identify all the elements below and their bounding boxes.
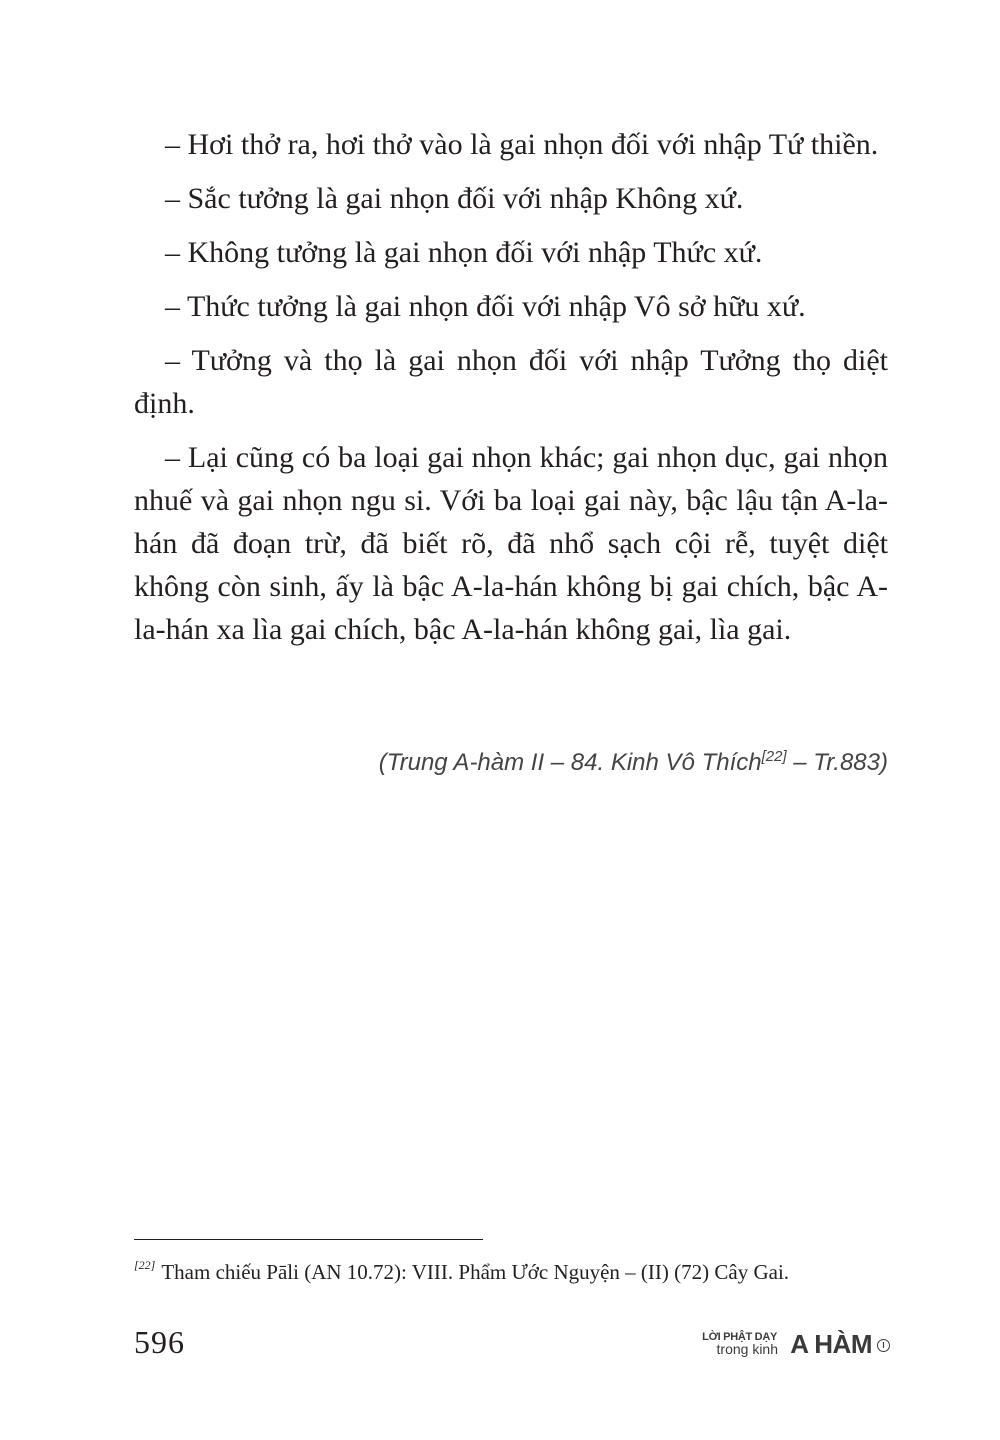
footnote-mark: [22] [134, 1258, 156, 1272]
citation-text: (Trung A-hàm II – 84. Kinh Vô Thích [378, 749, 762, 776]
volume-badge: I [877, 1339, 890, 1352]
brand-line-2: trong kinh [716, 1341, 778, 1357]
source-citation [379, 748, 888, 777]
paragraph: – Hơi thở ra, hơi thở vào là gai nhọn đối với nhập Tứ thiền. [165, 128, 879, 161]
paragraph: – Lại cũng có ba loại gai nhọn khác; gai nhọn dục, gai nhọn nhuế và gai nhọn ngu si. Với ba loại gai này, bậc lậu tận A-la-hán đã đoạn trừ, đã biết rõ, đã nhổ sạch cội rễ, tuyệt diệt không còn sinh, ấy là bậc A-la-hán không bị gai chích, bậc A-la-hán xa lìa gai chích, bậc A-la-hán không gai, lìa gai. [134, 441, 888, 646]
footnote-divider [134, 1239, 483, 1240]
brand-line-1: LỜI PHẬT DẠY [702, 1331, 777, 1343]
paragraph: – Tưởng và thọ là gai nhọn đối với nhập Tưởng thọ diệt định. [134, 344, 888, 420]
footnote-text: Tham chiếu Pāli (AN 10.72): VIII. Phẩm Ước Nguyện – (II) (72) Cây Gai. [161, 1260, 790, 1284]
paragraph: – Sắc tưởng là gai nhọn đối với nhập Không xứ. [165, 182, 744, 215]
body-text [134, 123, 888, 662]
citation-page: – Tr.883) [786, 749, 888, 776]
paragraph: – Không tưởng là gai nhọn đối với nhập Thức xứ. [165, 236, 763, 269]
footnote-reference[interactable]: [22] [761, 748, 787, 765]
brand-title: A HÀM [790, 1329, 872, 1359]
page-number: 596 [134, 1324, 185, 1360]
paragraph: – Thức tưởng là gai nhọn đối với nhập Vô sở hữu xứ. [165, 290, 806, 323]
footnote [134, 1260, 789, 1285]
